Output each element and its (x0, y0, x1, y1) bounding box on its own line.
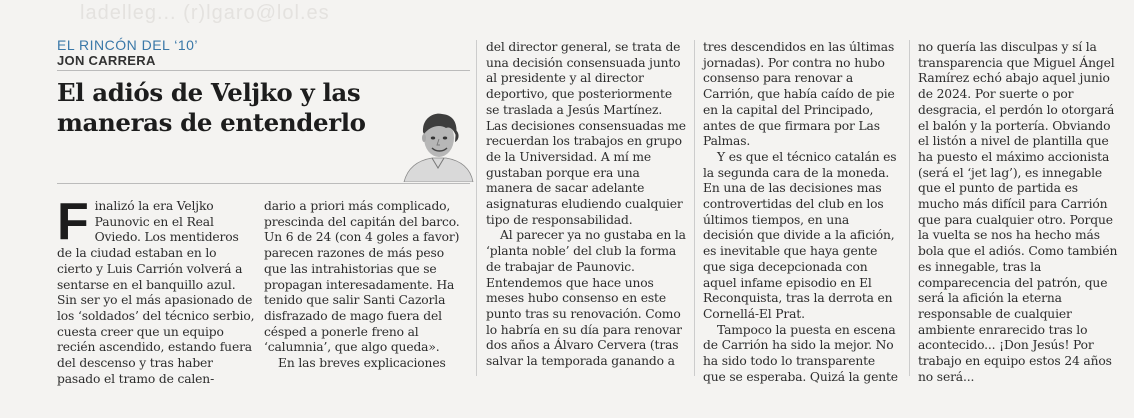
paragraph: Tampoco la puesta en escena de Carrión ha sido la mejor. No ha sido todo lo transparente que se esperaba. Quizá la gente (703, 322, 898, 384)
column-4 (703, 40, 900, 385)
column-rule (909, 40, 910, 376)
column-rule (476, 40, 477, 376)
headline: El adiós de Veljko y las maneras de entenderlo (57, 78, 366, 137)
divider-rule (57, 183, 470, 184)
paragraph: dario a priori más complicado, prescinda del capitán del barco. Un 6 de 24 (con 4 goles a favor) parecen razones de más peso que las intrahistorias que se propagan interesadamente. Ha tenido que salir Santi Cazorla disfrazado de mago fuera del césped a ponerle freno al ‘calumnia’, que algo queda». (264, 199, 460, 355)
column-5 (918, 40, 1118, 385)
paragraph: tres descendidos en las últimas jornadas). Por contra no hubo consenso para renovar a Carrión, que había caído de pie en la capital del Principado, antes de que firmara por Las Palmas. (703, 40, 895, 149)
drop-cap: F (57, 193, 89, 251)
section-label: EL RINCÓN DEL ‘10’ (57, 37, 199, 53)
paragraph: Al parecer ya no gustaba en la ‘planta noble’ del club la forma de trabajar de Paunovic. Entendemos que hace unos meses hubo consenso en este punto tras su renovación. Como lo habría en su día para renovar dos años a Álvaro Cervera (tras salvar la temporada ganando a (486, 228, 686, 369)
paragraph: Y es que el técnico catalán es la segunda cara de la moneda. En una de las decisiones mas controvertidas del club en los últimos tiempos, en una decisión que divide a la afición, es inevitable que haya gente que siga decepcionada con aquel infame episodio en El Reconquista, tras la derrota en Cornellá-El Prat. (703, 149, 897, 321)
paragraph: inalizó la era Veljko Paunovic en el Real Oviedo. Los mentideros de la ciudad estaban en lo cierto y Luis Carrión volverá a sentarse en el banquillo azul. Sin ser yo el más apasionado de los ‘soldados’ del técnico serbio, cuesta creer que un equipo recién ascendido, estando fuera del descenso y tras haber pasado el tramo de calen- (57, 199, 255, 386)
author-name: JON CARRERA (57, 53, 156, 68)
paragraph: En las breves explicaciones (278, 356, 446, 371)
top-rule (57, 70, 470, 71)
column-3 (486, 40, 686, 370)
watermark: ladelleg... (r)lgaro@lol.es (80, 2, 330, 24)
author-photo (402, 108, 474, 182)
column-2 (264, 199, 467, 372)
column-rule (694, 40, 695, 376)
column-1 (57, 193, 255, 387)
paragraph: no quería las disculpas y sí la transparencia que Miguel Ángel Ramírez echó abajo aquel junio de 2024. Por suerte o por desgracia, el perdón lo otorgará el balón y la portería. Obviando el listón a nivel de plantilla que ha puesto el máximo accionista (será el ‘jet lag’), es innegable que el punto de partida es mucho más difícil para Carrión que para cualquier otro. Porque la vuelta se nos ha hecho más bola que el adiós. Como también es innegable, tras la comparecencia del patrón, que será la afición la eterna responsable de cualquier ambiente enrarecido tras lo acontecido... ¡Don Jesús! Por trabajo en equipo estos 24 años no será... (918, 40, 1118, 384)
paragraph: del director general, se trata de una decisión consensuada junto al presidente y al director deportivo, que posteriormente se traslada a Jesús Martínez. Las decisiones consensuadas me recuerdan los trabajos en grupo de la Universidad. A mí me gustaban porque era una manera de sacar adelante asignaturas eludiendo cualquier tipo de responsabilidad. (486, 40, 686, 227)
